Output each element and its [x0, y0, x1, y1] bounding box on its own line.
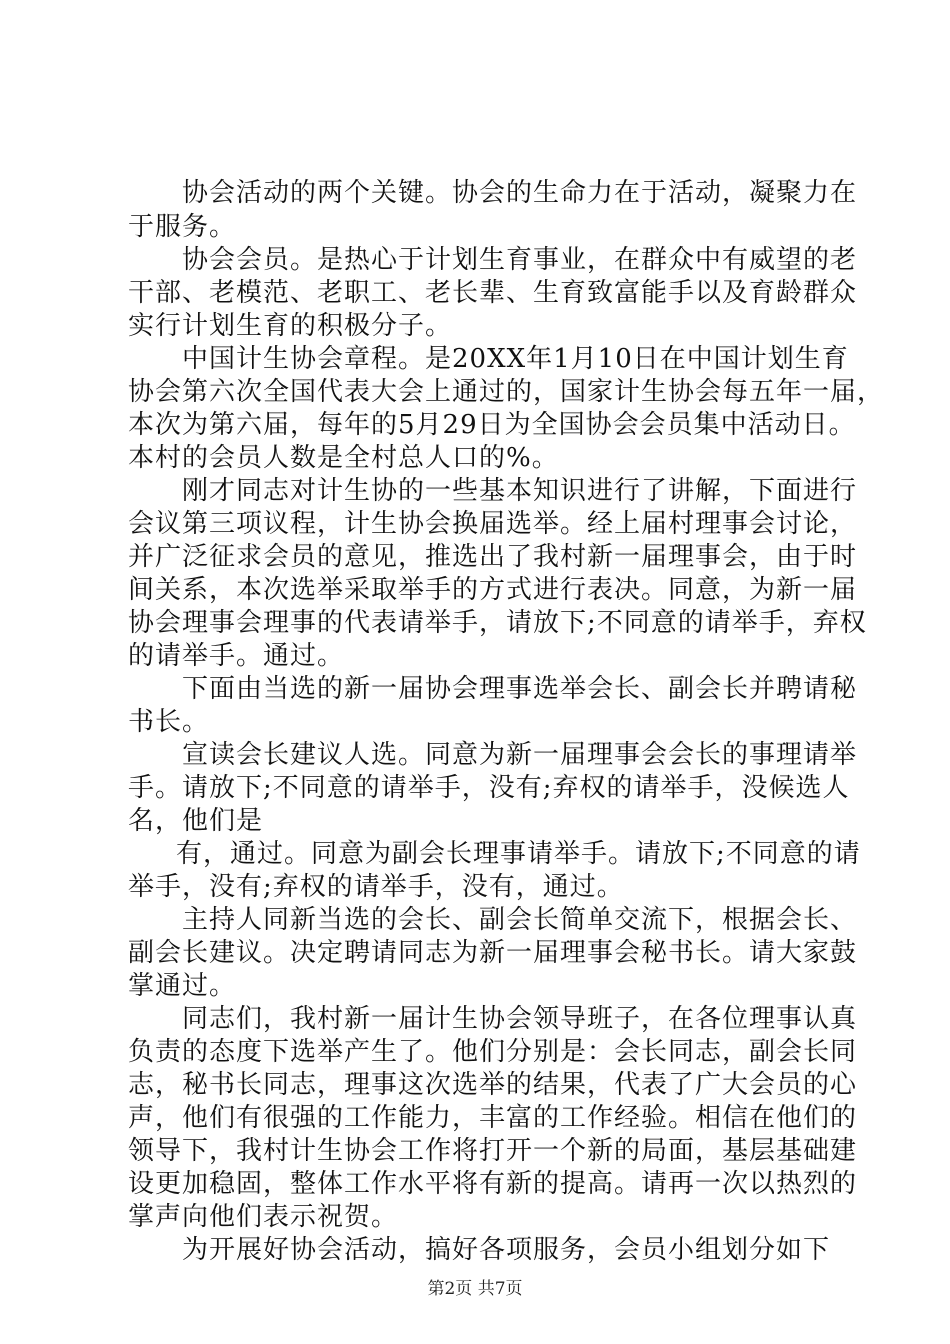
paragraph-line: 设更加稳固，整体工作水平将有新的提高。请再一次以热烈的 — [128, 1169, 858, 1199]
paragraph-line: 副会长建议。决定聘请同志为新一届理事会秘书长。请大家鼓 — [128, 938, 858, 968]
paragraph-line: 的请举手。通过。 — [128, 641, 345, 671]
paragraph-line: 协会会员。是热心于计划生育事业，在群众中有威望的老 — [182, 245, 858, 275]
paragraph-line: 中国计生协会章程。是20XX年1月10日在中国计划生育 — [182, 344, 849, 374]
paragraph-line: 下面由当选的新一届协会理事选举会长、副会长并聘请秘 — [182, 674, 858, 704]
paragraph-line: 间关系，本次选举采取举手的方式进行表决。同意，为新一届 — [128, 575, 858, 605]
paragraph-line: 于服务。 — [128, 212, 237, 242]
paragraph-line: 声，他们有很强的工作能力，丰富的工作经验。相信在他们的 — [128, 1103, 858, 1133]
paragraph-line: 领导下，我村计生协会工作将打开一个新的局面，基层基础建 — [128, 1136, 858, 1166]
paragraph-line: 实行计划生育的积极分子。 — [128, 311, 453, 341]
paragraph-line: 志，秘书长同志，理事这次选举的结果，代表了广大会员的心 — [128, 1070, 858, 1100]
paragraph-line: 掌通过。 — [128, 971, 237, 1001]
paragraph-line: 同志们，我村新一届计生协会领导班子，在各位理事认真 — [182, 1004, 858, 1034]
paragraph-line: 为开展好协会活动，搞好各项服务，会员小组划分如下 — [182, 1235, 831, 1265]
paragraph-line: 协会活动的两个关键。协会的生命力在于活动，凝聚力在 — [182, 178, 858, 208]
paragraph-line: 有，通过。同意为副会长理事请举手。请放下;不同意的请 — [176, 839, 861, 869]
paragraph-line: 宣读会长建议人选。同意为新一届理事会会长的事理请举 — [182, 740, 858, 770]
paragraph-line: 负责的态度下选举产生了。他们分别是：会长同志，副会长同 — [128, 1037, 858, 1067]
paragraph-line: 并广泛征求会员的意见，推选出了我村新一届理事会，由于时 — [128, 542, 858, 572]
paragraph-line: 会议第三项议程，计生协会换届选举。经上届村理事会讨论， — [128, 509, 858, 539]
paragraph-line: 书长。 — [128, 707, 210, 737]
paragraph-line: 手。请放下;不同意的请举手，没有;弃权的请举手，没候选人 — [128, 773, 850, 803]
paragraph-line: 举手，没有;弃权的请举手，没有，通过。 — [128, 872, 624, 902]
page-number-footer: 第2页 共7页 — [427, 1279, 523, 1299]
paragraph-line: 协会理事会理事的代表请举手，请放下;不同意的请举手，弃权 — [128, 608, 867, 638]
paragraph-line: 干部、老模范、老职工、老长辈、生育致富能手以及育龄群众 — [128, 278, 858, 308]
paragraph-line: 本次为第六届，每年的5月29日为全国协会会员集中活动日。 — [128, 410, 856, 440]
paragraph-line: 协会第六次全国代表大会上通过的，国家计生协会每五年一届， — [128, 377, 885, 407]
paragraph-line: 本村的会员人数是全村总人口的%。 — [128, 443, 559, 473]
paragraph-line: 主持人同新当选的会长、副会长简单交流下，根据会长、 — [182, 905, 858, 935]
paragraph-line: 名，他们是 — [128, 806, 264, 836]
paragraph-line: 掌声向他们表示祝贺。 — [128, 1202, 399, 1232]
paragraph-line: 刚才同志对计生协的一些基本知识进行了讲解，下面进行 — [182, 476, 858, 506]
